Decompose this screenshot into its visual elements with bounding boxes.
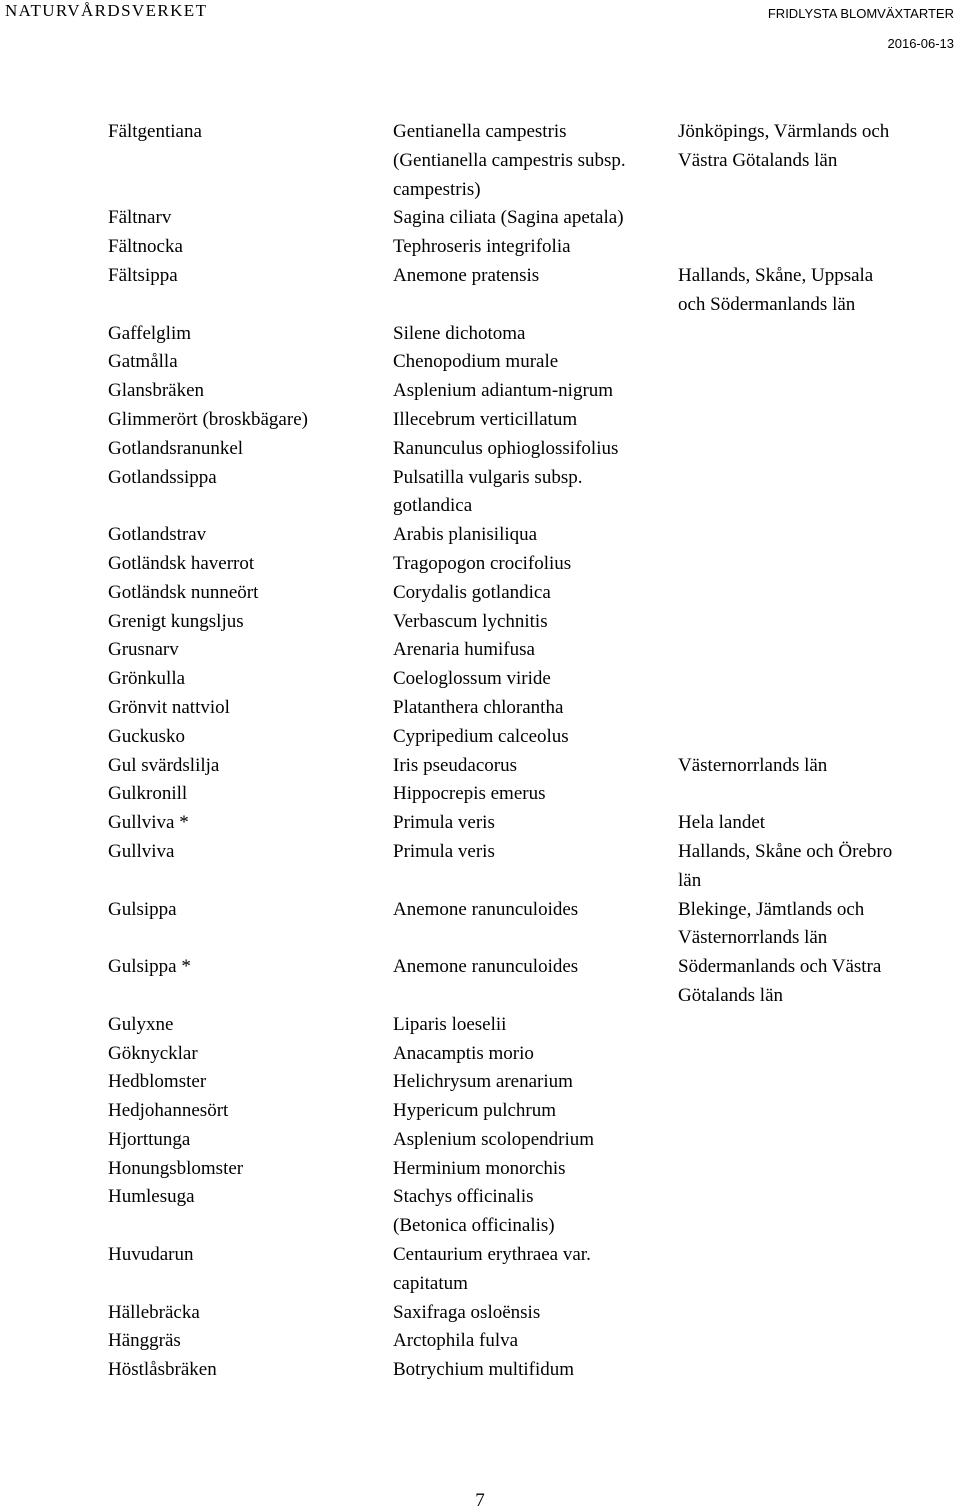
table-row (108, 204, 948, 233)
swedish-name: Hedblomster (108, 1071, 207, 1093)
latin-name (393, 867, 678, 896)
table-row (108, 1356, 948, 1385)
swedish-name: Gullviva (108, 840, 175, 862)
table-row (108, 464, 948, 493)
table-row (108, 924, 948, 953)
table-row (108, 867, 948, 896)
table-row (108, 1327, 948, 1356)
table-row (108, 1097, 948, 1126)
table-row (108, 1126, 948, 1155)
swedish-name (108, 1270, 393, 1299)
region (678, 320, 948, 349)
swedish-name (108, 176, 393, 205)
region (678, 1097, 948, 1126)
table-row (108, 262, 948, 291)
latin-name: Corydalis gotlandica (393, 581, 551, 603)
latin-name: Cypripedium calceolus (393, 725, 569, 747)
swedish-name: Gotlandstrav (108, 524, 207, 546)
swedish-name: Gulsippa (108, 898, 177, 920)
species-table (108, 118, 948, 1385)
table-row (108, 521, 948, 550)
region (678, 1068, 948, 1097)
region (678, 694, 948, 723)
latin-name (393, 291, 678, 320)
region (678, 780, 948, 809)
table-row (108, 435, 948, 464)
swedish-name: Humlesuga (108, 1186, 195, 1208)
region (678, 1270, 948, 1299)
swedish-name: Gatmålla (108, 351, 178, 373)
swedish-name: Gaffelglim (108, 322, 192, 344)
latin-name: Asplenium adiantum-nigrum (393, 380, 614, 402)
swedish-name: Honungsblomster (108, 1157, 244, 1179)
table-row (108, 291, 948, 320)
swedish-name (108, 982, 393, 1011)
region (678, 1011, 948, 1040)
table-row (108, 723, 948, 752)
table-row (108, 492, 948, 521)
latin-name: Tragopogon crocifolius (393, 552, 572, 574)
swedish-name (108, 291, 393, 320)
swedish-name: Hjorttunga (108, 1128, 191, 1150)
region (678, 1299, 948, 1328)
region: Blekinge, Jämtlands och (678, 898, 865, 920)
latin-name: Centaurium erythraea var. (393, 1244, 591, 1266)
table-row (108, 1212, 948, 1241)
swedish-name: Glansbräken (108, 380, 205, 402)
region (678, 464, 948, 493)
region (678, 1241, 948, 1270)
swedish-name: Gotlandssippa (108, 466, 217, 488)
region: Västernorrlands län (678, 754, 828, 776)
swedish-name (108, 924, 393, 953)
region: Västra Götalands län (678, 149, 838, 171)
publisher-name: NATURVÅRDSVERKET (5, 1, 208, 20)
latin-name: Coeloglossum viride (393, 668, 551, 690)
latin-name: Liparis loeselii (393, 1013, 507, 1035)
latin-name: Herminium monorchis (393, 1157, 566, 1179)
region: Jönköpings, Värmlands och (678, 121, 890, 142)
region (678, 723, 948, 752)
swedish-name: Huvudarun (108, 1244, 194, 1266)
table-row (108, 982, 948, 1011)
region (678, 204, 948, 233)
region (678, 1126, 948, 1155)
latin-name: Stachys officinalis (393, 1186, 534, 1208)
region: Hela landet (678, 812, 766, 834)
latin-name: (Gentianella campestris subsp. (393, 149, 626, 171)
latin-name: Chenopodium murale (393, 351, 559, 373)
region (678, 492, 948, 521)
table-row (108, 809, 948, 838)
region (678, 608, 948, 637)
latin-name: Helichrysum arenarium (393, 1071, 573, 1093)
region (678, 233, 948, 262)
table-row (108, 1299, 948, 1328)
table-row (108, 608, 948, 637)
swedish-name (108, 867, 393, 896)
latin-name: Sagina ciliata (Sagina apetala) (393, 207, 624, 229)
latin-name: Gentianella campestris (393, 121, 567, 142)
table-row (108, 118, 948, 147)
region (678, 348, 948, 377)
region (678, 636, 948, 665)
swedish-name: Gotlandsranunkel (108, 437, 244, 459)
region (678, 1356, 948, 1385)
region: och Södermanlands län (678, 293, 856, 315)
latin-name: Illecebrum verticillatum (393, 408, 578, 430)
latin-name: capitatum (393, 1272, 468, 1294)
table-row (108, 752, 948, 781)
swedish-name: Göknycklar (108, 1042, 198, 1064)
table-row (108, 780, 948, 809)
document-title: FRIDLYSTA BLOMVÄXTARTER (767, 6, 954, 21)
latin-name: Ranunculus ophioglossifolius (393, 437, 619, 459)
latin-name: Platanthera chlorantha (393, 696, 564, 718)
table-row (108, 1068, 948, 1097)
page-number: 7 (475, 1490, 485, 1511)
table-row (108, 1040, 948, 1069)
table-row (108, 694, 948, 723)
swedish-name: Hänggräs (108, 1330, 181, 1352)
swedish-name: Fältsippa (108, 264, 178, 286)
region: Götalands län (678, 984, 784, 1006)
table-row (108, 1270, 948, 1299)
region (678, 579, 948, 608)
swedish-name: Grenigt kungsljus (108, 610, 244, 632)
swedish-name: Hällebräcka (108, 1301, 200, 1323)
latin-name: Anacamptis morio (393, 1042, 534, 1064)
latin-name (393, 982, 678, 1011)
table-row (108, 579, 948, 608)
region (678, 1212, 948, 1241)
region: Västernorrlands län (678, 927, 828, 949)
table-row (108, 348, 948, 377)
table-row (108, 1241, 948, 1270)
region (678, 1155, 948, 1184)
region: län (678, 869, 702, 891)
region (678, 406, 948, 435)
table-row (108, 1183, 948, 1212)
latin-name: Primula veris (393, 840, 495, 862)
swedish-name: Gulyxne (108, 1013, 174, 1035)
document-header (768, 6, 954, 66)
region (678, 1040, 948, 1069)
region (678, 1327, 948, 1356)
swedish-name: Grusnarv (108, 639, 179, 661)
swedish-name: Glimmerört (broskbägare) (108, 408, 308, 430)
table-row (108, 406, 948, 435)
region (678, 435, 948, 464)
table-row (108, 1155, 948, 1184)
latin-name: Anemone ranunculoides (393, 956, 579, 978)
latin-name: Hippocrepis emerus (393, 783, 546, 805)
table-row (108, 953, 948, 982)
swedish-name (108, 147, 393, 176)
swedish-name: Fältnocka (108, 236, 183, 258)
table-row (108, 320, 948, 349)
swedish-name: Gullviva * (108, 812, 189, 834)
swedish-name: Gulkronill (108, 783, 188, 805)
swedish-name (108, 1212, 393, 1241)
swedish-name: Gulsippa * (108, 956, 191, 978)
swedish-name: Gotländsk nunneört (108, 581, 259, 603)
table-row (108, 233, 948, 262)
table-row (108, 176, 948, 205)
latin-name: Silene dichotoma (393, 322, 526, 344)
region (678, 665, 948, 694)
region (678, 176, 948, 205)
table-row (108, 147, 948, 176)
swedish-name: Höstlåsbräken (108, 1359, 217, 1381)
region: Hallands, Skåne, Uppsala (678, 264, 874, 286)
latin-name: Asplenium scolopendrium (393, 1128, 595, 1150)
table-row (108, 896, 948, 925)
swedish-name: Gul svärdslilja (108, 754, 220, 776)
region: Hallands, Skåne och Örebro (678, 840, 893, 862)
region (678, 1183, 948, 1212)
latin-name: Arctophila fulva (393, 1330, 519, 1352)
swedish-name (108, 492, 393, 521)
latin-name: Verbascum lychnitis (393, 610, 548, 632)
swedish-name: Grönvit nattviol (108, 696, 230, 718)
latin-name: Anemone ranunculoides (393, 898, 579, 920)
latin-name: Botrychium multifidum (393, 1359, 575, 1381)
region: Södermanlands och Västra (678, 956, 882, 978)
latin-name: Arabis planisiliqua (393, 524, 538, 546)
table-row (108, 1011, 948, 1040)
latin-name (393, 924, 678, 953)
latin-name: Anemone pratensis (393, 264, 540, 286)
latin-name: gotlandica (393, 495, 473, 517)
table-row (108, 377, 948, 406)
region (678, 377, 948, 406)
latin-name: (Betonica officinalis) (393, 1215, 555, 1237)
document-date: 2016-06-13 (887, 36, 954, 51)
swedish-name: Gotländsk haverrot (108, 552, 255, 574)
table-row (108, 665, 948, 694)
latin-name: campestris) (393, 178, 481, 200)
swedish-name: Hedjohannesört (108, 1100, 229, 1122)
latin-name: Pulsatilla vulgaris subsp. (393, 466, 583, 488)
latin-name: Tephroseris integrifolia (393, 236, 571, 258)
swedish-name: Fältnarv (108, 207, 172, 229)
latin-name: Primula veris (393, 812, 495, 834)
latin-name: Saxifraga osloënsis (393, 1301, 541, 1323)
latin-name: Iris pseudacorus (393, 754, 517, 776)
latin-name: Arenaria humifusa (393, 639, 535, 661)
swedish-name: Fältgentiana (108, 121, 202, 142)
region (678, 550, 948, 579)
table-row (108, 636, 948, 665)
table-row (108, 550, 948, 579)
swedish-name: Grönkulla (108, 668, 186, 690)
region (678, 521, 948, 550)
latin-name: Hypericum pulchrum (393, 1100, 557, 1122)
swedish-name: Guckusko (108, 725, 186, 747)
table-row (108, 838, 948, 867)
